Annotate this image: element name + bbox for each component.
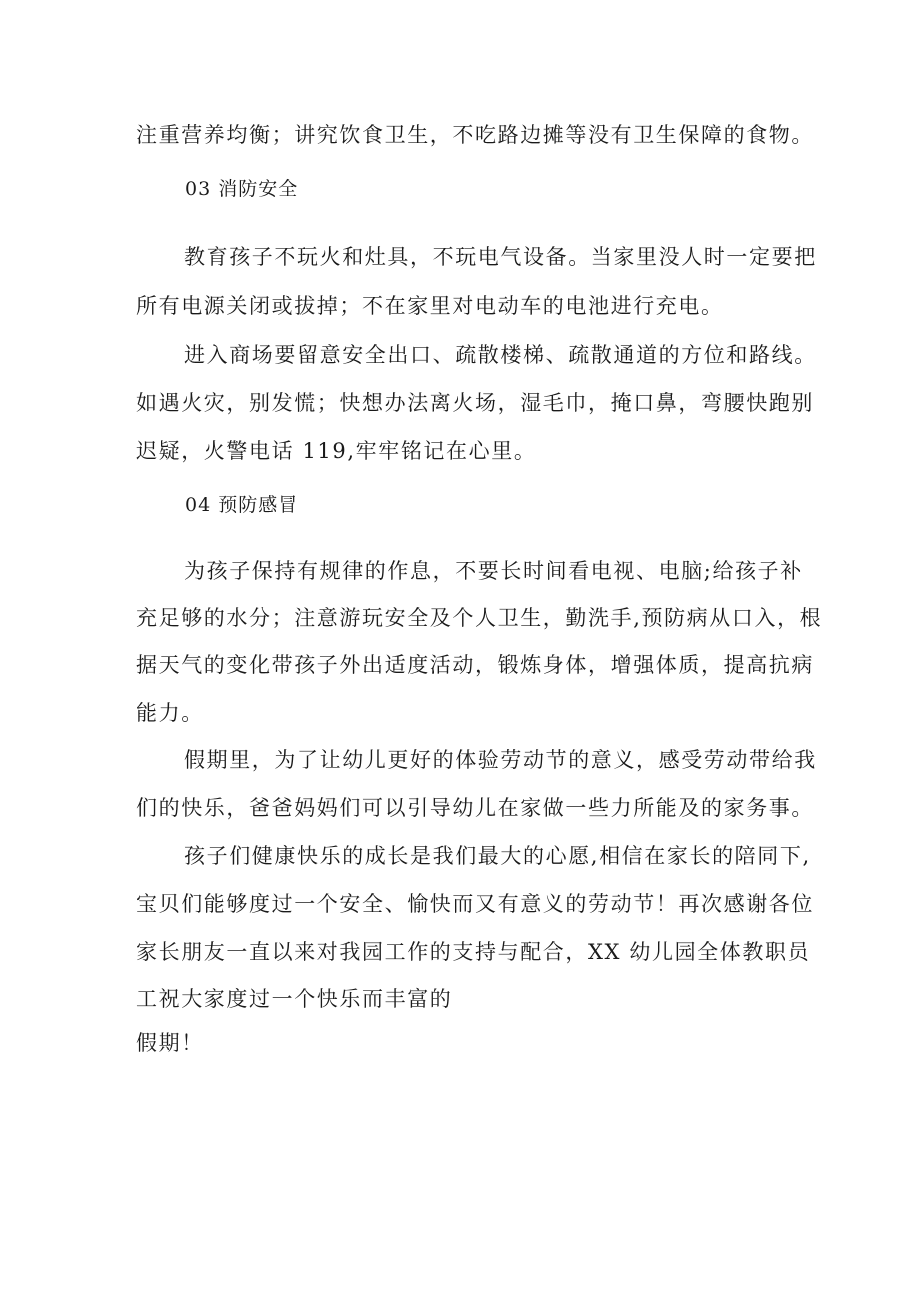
body-text-line: 们的快乐，爸爸妈妈们可以引导幼儿在家做一些力所能及的家务事。 — [136, 796, 814, 820]
body-text-line: 假期里，为了让幼儿更好的体验劳动节的意义，感受劳动带给我 — [184, 748, 817, 772]
section-heading-fire-safety: 03 消防安全 — [185, 178, 299, 200]
body-text-line: 据天气的变化带孩子外出适度活动，锻炼身体，增强体质，提高抗病 — [136, 653, 814, 677]
body-text-line: 假期！ — [136, 1031, 204, 1055]
body-text-line: 宝贝们能够度过一个安全、愉快而又有意义的劳动节！再次感谢各位 — [136, 892, 814, 916]
body-text-line: 孩子们健康快乐的成长是我们最大的心愿,相信在家长的陪同下, — [184, 844, 811, 868]
section-heading-cold-prevention: 04 预防感冒 — [185, 494, 299, 516]
body-text-line: 如遇火灾，别发慌；快想办法离火场，湿毛巾，掩口鼻，弯腰快跑别 — [136, 391, 814, 415]
body-text-line: 迟疑，火警电话 119,牢牢铭记在心里。 — [136, 439, 537, 463]
body-text-line: 进入商场要留意安全出口、疏散楼梯、疏散通道的方位和路线。 — [184, 343, 817, 367]
body-text-line: 所有电源关闭或拔掉；不在家里对电动车的电池进行充电。 — [136, 294, 724, 318]
body-text-line: 充足够的水分；注意游玩安全及个人卫生，勤洗手,预防病从口入，根 — [136, 606, 823, 630]
body-text-line: 工祝大家度过一个快乐而丰富的 — [136, 987, 453, 1011]
body-text-line: 注重营养均衡；讲究饮食卫生，不吃路边摊等没有卫生保障的食物。 — [136, 123, 814, 147]
body-text-line: 为孩子保持有规律的作息，不要长时间看电视、电脑;给孩子补 — [184, 559, 803, 583]
body-text-line: 家长朋友一直以来对我园工作的支持与配合，XX 幼儿园全体教职员 — [136, 940, 811, 964]
body-text-line: 教育孩子不玩火和灶具，不玩电气设备。当家里没人时一定要把 — [184, 245, 817, 269]
body-text-line: 能力。 — [136, 701, 204, 725]
